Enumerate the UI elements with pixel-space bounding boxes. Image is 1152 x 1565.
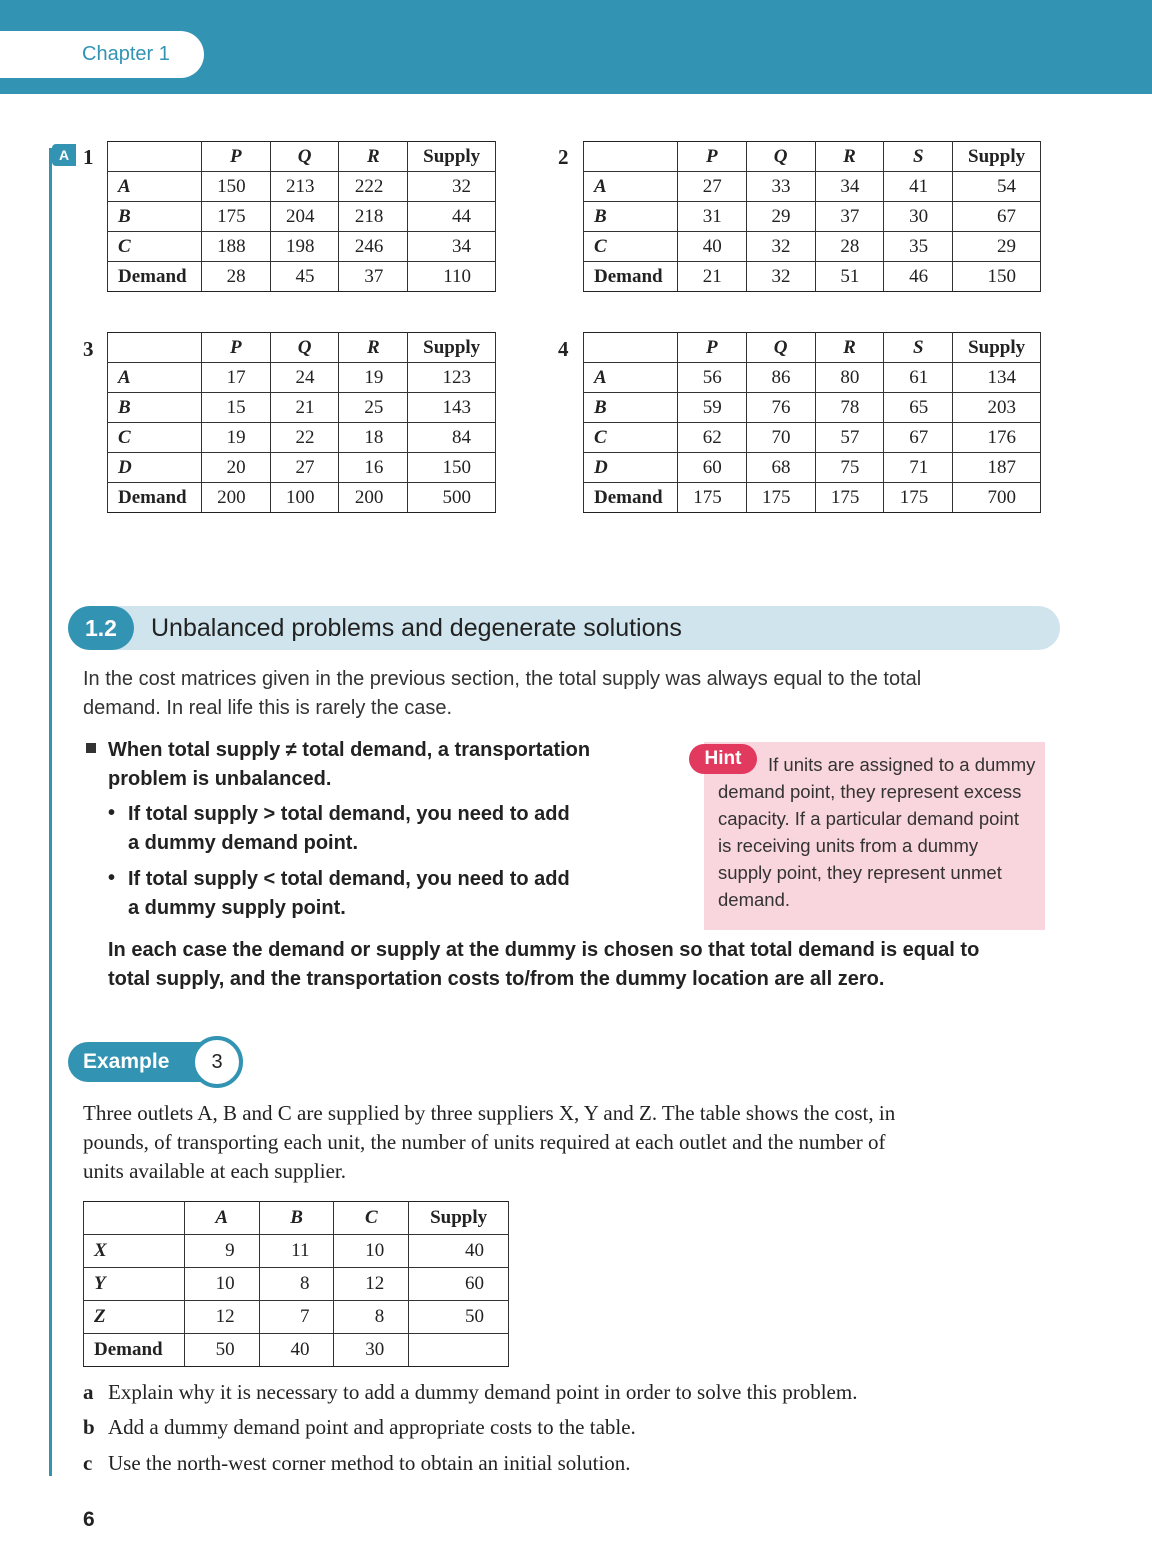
table-cell: 8 xyxy=(334,1301,409,1334)
page-number: 6 xyxy=(83,1508,95,1531)
table-cell: 8 xyxy=(259,1268,334,1301)
bullet-supply-greater xyxy=(128,800,648,858)
table-cell: 44 xyxy=(408,202,496,232)
section-title: Unbalanced problems and degenerate solutions xyxy=(151,614,682,642)
table-row xyxy=(108,423,496,453)
level-badge: A xyxy=(52,144,76,166)
table-cell: 246 xyxy=(339,232,408,262)
demand-cell: 150 xyxy=(953,262,1041,292)
bullet-line: a dummy supply point. xyxy=(128,897,346,919)
row-label: A xyxy=(584,172,678,202)
table-cell: 176 xyxy=(953,423,1041,453)
table-cell: 188 xyxy=(201,232,270,262)
table-cell: 198 xyxy=(270,232,339,262)
table-cell: 20 xyxy=(201,453,270,483)
table-cell: 134 xyxy=(953,363,1041,393)
table-corner-cell xyxy=(584,333,678,363)
cost-table-3 xyxy=(107,332,496,513)
table-cell: 12 xyxy=(334,1268,409,1301)
demand-cell: 200 xyxy=(201,483,270,513)
table-header-row xyxy=(108,142,496,172)
column-header: Q xyxy=(270,333,339,363)
table-cell: 19 xyxy=(339,363,408,393)
demand-label: Demand xyxy=(584,262,678,292)
table-cell: 54 xyxy=(953,172,1041,202)
row-label: B xyxy=(108,393,202,423)
table-header-row xyxy=(584,142,1041,172)
example-number: 3 xyxy=(191,1036,243,1088)
column-header: R xyxy=(815,142,884,172)
column-header: Supply xyxy=(408,333,496,363)
table-cell: 34 xyxy=(408,232,496,262)
part-letter: b xyxy=(83,1415,95,1439)
table-cell: 59 xyxy=(677,393,746,423)
table-row xyxy=(584,202,1041,232)
section-intro xyxy=(83,665,1043,723)
table-cell: 10 xyxy=(184,1268,259,1301)
demand-cell: 500 xyxy=(408,483,496,513)
part-text: Explain why it is necessary to add a dummy demand point in order to solve this problem. xyxy=(108,1380,858,1404)
row-label: B xyxy=(584,202,678,232)
row-label: Y xyxy=(84,1268,185,1301)
table-cell: 68 xyxy=(746,453,815,483)
table-cell: 32 xyxy=(408,172,496,202)
table-cell: 21 xyxy=(270,393,339,423)
table-cell: 80 xyxy=(815,363,884,393)
table-corner-cell xyxy=(108,333,202,363)
column-header: R xyxy=(815,333,884,363)
exercise-sideline xyxy=(49,148,52,1476)
table-cell: 7 xyxy=(259,1301,334,1334)
table-cell: 27 xyxy=(677,172,746,202)
demand-cell: 175 xyxy=(884,483,953,513)
table-header-row xyxy=(584,333,1041,363)
example-part-c xyxy=(83,1449,631,1478)
row-label: A xyxy=(108,363,202,393)
part-letter: a xyxy=(83,1380,94,1404)
table-cell: 143 xyxy=(408,393,496,423)
demand-cell: 45 xyxy=(270,262,339,292)
question-number: 3 xyxy=(83,337,94,361)
demand-label: Demand xyxy=(584,483,678,513)
table-cell: 213 xyxy=(270,172,339,202)
column-header: Q xyxy=(270,142,339,172)
table-cell: 61 xyxy=(884,363,953,393)
table-cell: 50 xyxy=(409,1301,509,1334)
demand-cell xyxy=(409,1334,509,1367)
demand-cell: 175 xyxy=(677,483,746,513)
example-intro-line: pounds, of transporting each unit, the number of units required at each outlet and the number of xyxy=(83,1130,886,1154)
bullet-line: a dummy demand point. xyxy=(128,832,359,854)
demand-cell: 700 xyxy=(953,483,1041,513)
table-row xyxy=(108,363,496,393)
column-header: Supply xyxy=(953,142,1041,172)
square-bullet-icon xyxy=(86,743,96,753)
demand-cell: 32 xyxy=(746,262,815,292)
chapter-label: Chapter 1 xyxy=(0,31,204,78)
summary-line: total supply, and the transportation costs to/from the dummy location are all zero. xyxy=(108,968,885,990)
row-label: C xyxy=(584,232,678,262)
column-header: P xyxy=(201,333,270,363)
table-cell: 19 xyxy=(201,423,270,453)
table-cell: 60 xyxy=(677,453,746,483)
key-point-line: problem is unbalanced. xyxy=(108,768,332,790)
table-row xyxy=(84,1301,509,1334)
table-cell: 175 xyxy=(201,202,270,232)
demand-row xyxy=(108,483,496,513)
table-cell: 204 xyxy=(270,202,339,232)
key-point xyxy=(108,736,668,794)
demand-label: Demand xyxy=(108,483,202,513)
column-header: B xyxy=(259,1202,334,1235)
intro-line: In the cost matrices given in the previous section, the total supply was always equal to the total xyxy=(83,668,922,690)
row-label: B xyxy=(108,202,202,232)
table-row xyxy=(108,453,496,483)
demand-label: Demand xyxy=(108,262,202,292)
column-header: P xyxy=(677,142,746,172)
table-row xyxy=(584,423,1041,453)
table-cell: 123 xyxy=(408,363,496,393)
table-row xyxy=(84,1268,509,1301)
table-cell: 24 xyxy=(270,363,339,393)
column-header: S xyxy=(884,142,953,172)
column-header: Q xyxy=(746,142,815,172)
example-intro-line: units available at each supplier. xyxy=(83,1159,346,1183)
question-number: 2 xyxy=(558,145,569,169)
column-header: P xyxy=(201,142,270,172)
column-header: Q xyxy=(746,333,815,363)
demand-cell: 175 xyxy=(746,483,815,513)
table-cell: 71 xyxy=(884,453,953,483)
table-cell: 218 xyxy=(339,202,408,232)
table-row xyxy=(84,1235,509,1268)
row-label: X xyxy=(84,1235,185,1268)
table-cell: 57 xyxy=(815,423,884,453)
table-row xyxy=(584,232,1041,262)
table-cell: 27 xyxy=(270,453,339,483)
table-cell: 12 xyxy=(184,1301,259,1334)
cost-table-2 xyxy=(583,141,1041,292)
bullet-supply-less xyxy=(128,865,648,923)
table-cell: 37 xyxy=(815,202,884,232)
bullet-line: If total supply < total demand, you need to add xyxy=(128,868,570,890)
table-cell: 18 xyxy=(339,423,408,453)
table-cell: 150 xyxy=(201,172,270,202)
demand-cell: 50 xyxy=(184,1334,259,1367)
part-text: Add a dummy demand point and appropriate costs to the table. xyxy=(108,1415,636,1439)
table-cell: 28 xyxy=(815,232,884,262)
demand-cell: 30 xyxy=(334,1334,409,1367)
table-header-row xyxy=(84,1202,509,1235)
table-row xyxy=(584,453,1041,483)
table-cell: 9 xyxy=(184,1235,259,1268)
row-label: Z xyxy=(84,1301,185,1334)
table-cell: 150 xyxy=(408,453,496,483)
hint-text: If units are assigned to a dummy demand point, they represent excess capacity. If a particular demand point is receiving units from a dummy supply point, they represent unmet demand. xyxy=(718,754,1036,910)
demand-cell: 21 xyxy=(677,262,746,292)
table-cell: 15 xyxy=(201,393,270,423)
table-cell: 35 xyxy=(884,232,953,262)
column-header: S xyxy=(884,333,953,363)
cost-table-1 xyxy=(107,141,496,292)
table-corner-cell xyxy=(108,142,202,172)
row-label: A xyxy=(108,172,202,202)
demand-cell: 28 xyxy=(201,262,270,292)
demand-label: Demand xyxy=(84,1334,185,1367)
column-header: Supply xyxy=(408,142,496,172)
table-cell: 60 xyxy=(409,1268,509,1301)
table-cell: 78 xyxy=(815,393,884,423)
example-label: Example xyxy=(68,1042,230,1082)
example-cost-table xyxy=(83,1201,509,1367)
table-cell: 70 xyxy=(746,423,815,453)
example-intro xyxy=(83,1099,1063,1186)
table-cell: 31 xyxy=(677,202,746,232)
table-cell: 40 xyxy=(677,232,746,262)
section-number: 1.2 xyxy=(68,606,134,650)
table-cell: 29 xyxy=(953,232,1041,262)
row-label: C xyxy=(584,423,678,453)
table-cell: 11 xyxy=(259,1235,334,1268)
table-cell: 84 xyxy=(408,423,496,453)
row-label: C xyxy=(108,423,202,453)
demand-row xyxy=(84,1334,509,1367)
table-cell: 16 xyxy=(339,453,408,483)
bullet-line: If total supply > total demand, you need to add xyxy=(128,803,570,825)
part-text: Use the north-west corner method to obtain an initial solution. xyxy=(108,1451,631,1475)
column-header: C xyxy=(334,1202,409,1235)
column-header: R xyxy=(339,142,408,172)
column-header: P xyxy=(677,333,746,363)
table-cell: 41 xyxy=(884,172,953,202)
table-cell: 65 xyxy=(884,393,953,423)
table-cell: 40 xyxy=(409,1235,509,1268)
table-cell: 30 xyxy=(884,202,953,232)
column-header: Supply xyxy=(953,333,1041,363)
column-header: A xyxy=(184,1202,259,1235)
table-cell: 10 xyxy=(334,1235,409,1268)
table-cell: 222 xyxy=(339,172,408,202)
question-number: 1 xyxy=(83,145,94,169)
table-row xyxy=(584,172,1041,202)
table-cell: 203 xyxy=(953,393,1041,423)
column-header: R xyxy=(339,333,408,363)
row-label: C xyxy=(108,232,202,262)
demand-cell: 110 xyxy=(408,262,496,292)
row-label: A xyxy=(584,363,678,393)
table-row xyxy=(108,232,496,262)
table-cell: 32 xyxy=(746,232,815,262)
demand-cell: 175 xyxy=(815,483,884,513)
intro-line: demand. In real life this is rarely the case. xyxy=(83,697,453,719)
demand-cell: 100 xyxy=(270,483,339,513)
question-number: 4 xyxy=(558,337,569,361)
table-row xyxy=(108,172,496,202)
table-row xyxy=(108,202,496,232)
demand-row xyxy=(584,483,1041,513)
key-point-line: When total supply ≠ total demand, a transportation xyxy=(108,739,591,761)
table-row xyxy=(584,363,1041,393)
column-header: Supply xyxy=(409,1202,509,1235)
demand-cell: 46 xyxy=(884,262,953,292)
table-cell: 34 xyxy=(815,172,884,202)
table-cell: 76 xyxy=(746,393,815,423)
demand-cell: 200 xyxy=(339,483,408,513)
example-part-b xyxy=(83,1413,636,1442)
example-part-a xyxy=(83,1378,857,1407)
table-row xyxy=(108,393,496,423)
row-label: D xyxy=(108,453,202,483)
table-cell: 187 xyxy=(953,453,1041,483)
table-cell: 22 xyxy=(270,423,339,453)
part-letter: c xyxy=(83,1451,93,1475)
table-cell: 86 xyxy=(746,363,815,393)
table-cell: 17 xyxy=(201,363,270,393)
table-cell: 75 xyxy=(815,453,884,483)
dummy-summary xyxy=(108,936,1068,994)
table-cell: 33 xyxy=(746,172,815,202)
cost-table-4 xyxy=(583,332,1041,513)
demand-row xyxy=(584,262,1041,292)
table-cell: 56 xyxy=(677,363,746,393)
table-header-row xyxy=(108,333,496,363)
demand-cell: 51 xyxy=(815,262,884,292)
demand-cell: 40 xyxy=(259,1334,334,1367)
table-cell: 62 xyxy=(677,423,746,453)
row-label: D xyxy=(584,453,678,483)
table-corner-cell xyxy=(84,1202,185,1235)
bullet-dot-icon: • xyxy=(108,802,116,824)
table-row xyxy=(584,393,1041,423)
table-cell: 67 xyxy=(953,202,1041,232)
table-corner-cell xyxy=(584,142,678,172)
demand-row xyxy=(108,262,496,292)
summary-line: In each case the demand or supply at the dummy is chosen so that total demand is equal to xyxy=(108,939,980,961)
demand-cell: 37 xyxy=(339,262,408,292)
table-cell: 25 xyxy=(339,393,408,423)
table-cell: 67 xyxy=(884,423,953,453)
row-label: B xyxy=(584,393,678,423)
table-cell: 29 xyxy=(746,202,815,232)
bullet-dot-icon: • xyxy=(108,867,116,889)
example-intro-line: Three outlets A, B and C are supplied by three suppliers X, Y and Z. The table shows the cost, in xyxy=(83,1101,896,1125)
hint-label: Hint xyxy=(689,744,757,774)
